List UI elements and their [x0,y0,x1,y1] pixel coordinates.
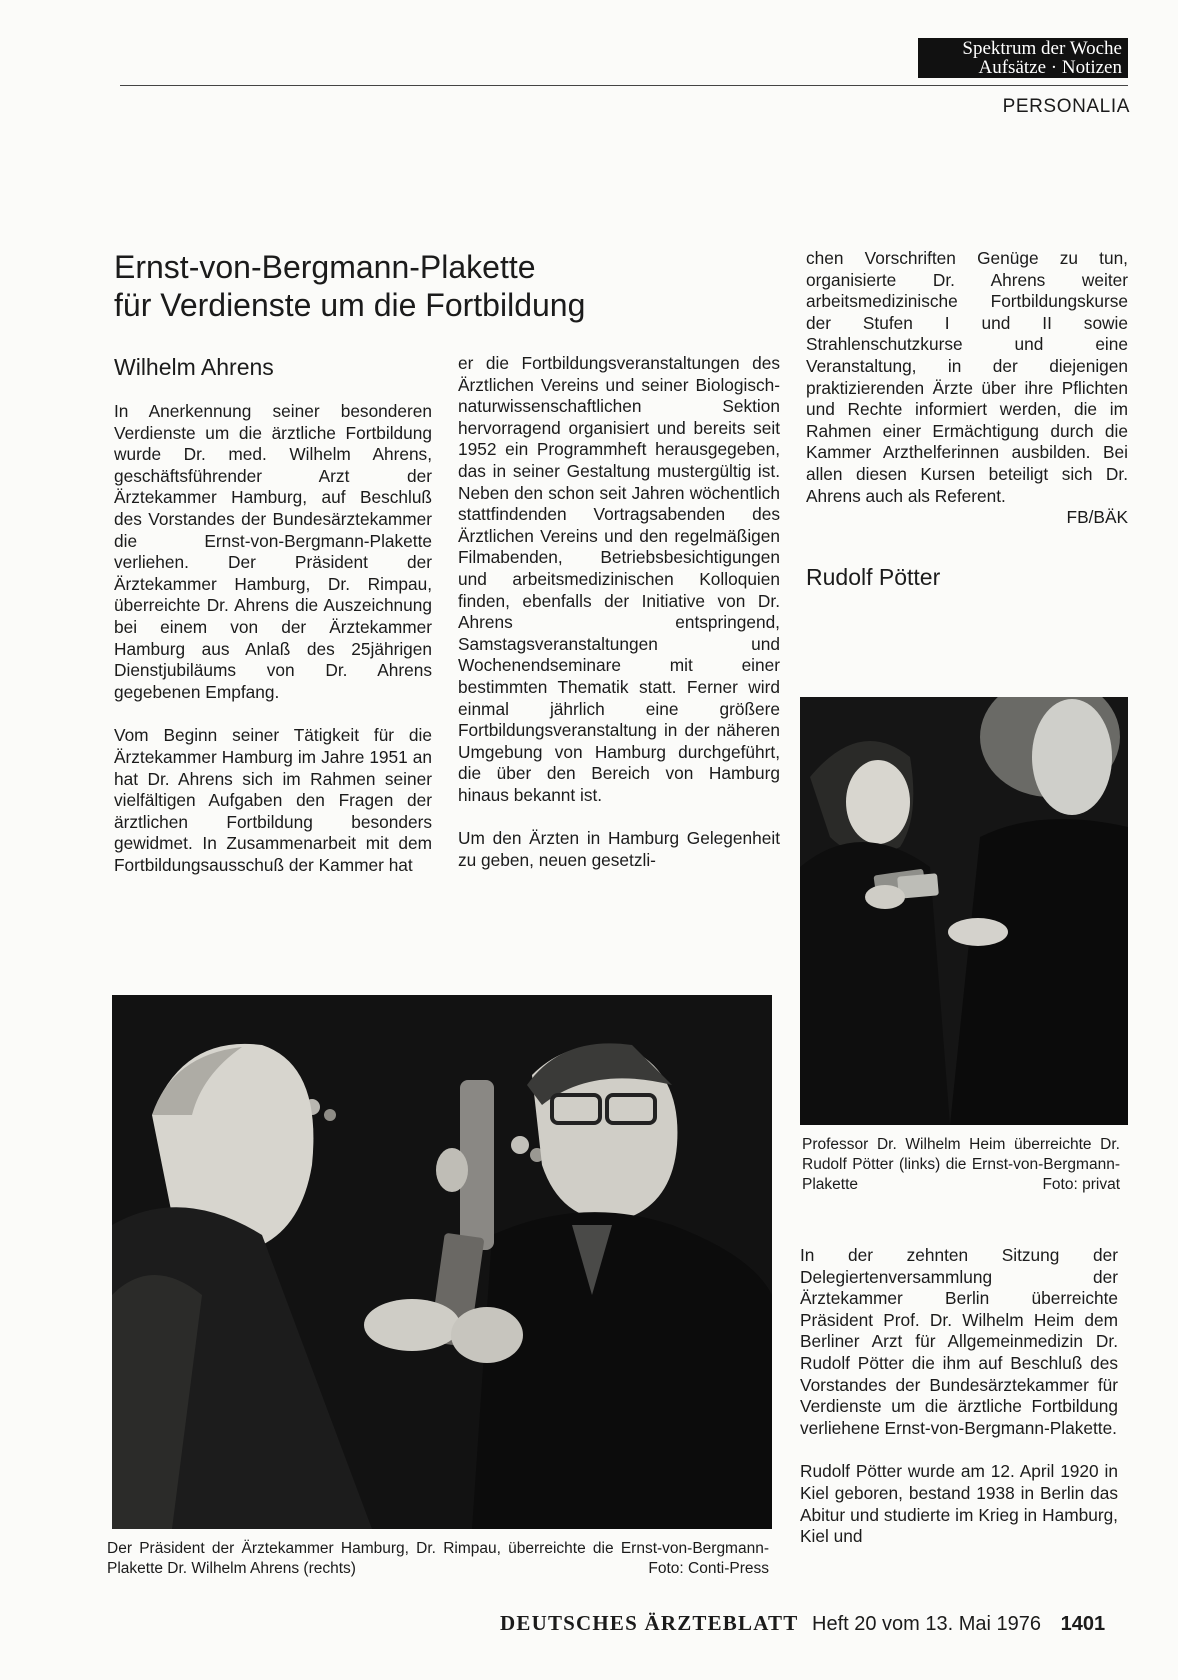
subheading-ahrens: Wilhelm Ahrens [114,354,274,380]
photo-caption-heim-poetter [802,1135,1120,1195]
paragraph: Vom Beginn seiner Tätigkeit für die Ärztekammer Hamburg im Jahre 1951 an hat Dr. Ahrens sich im Rahmen seiner vielfältigen Aufgaben den Fragen der ärztlichen Fortbildung besonders gewidmet. In Zusammenarbeit mit dem Fortbildungsausschuß der Kammer hat [114,725,432,875]
paragraph: chen Vorschriften Genüge zu tun, organisierte Dr. Ahrens weiter arbeitsmedizinische Fortbildungskurse der Stufen I und II sowie Strahlenschutzkurse und eine Veranstaltung, in der diejenigen praktizierenden Ärzte über ihre Pflichten und Rechte informiert werden, die im Rahmen einer Ermächtigung durch die Kammer Arzthelferinnen ausbilden. Bei allen diesen Kursen beteiligt sich Dr. Ahrens auch als Referent. [806,248,1128,506]
article-title-line-2: für Verdienste um die Fortbildung [114,287,586,323]
photo-caption-rimpau-ahrens [107,1539,769,1579]
photo-credit: Foto: Conti-Press [648,1560,769,1577]
caption-text: Der Präsident der Ärztekammer Hamburg, Dr. Rimpau, überreichte die Ernst-von-Bergmann-Plakette Dr. Wilhelm Ahrens (rechts) [107,1540,769,1577]
subheading-poetter: Rudolf Pötter [806,563,941,590]
header-rule [120,85,1128,86]
photo-credit: Foto: privat [1042,1176,1120,1193]
article-title-line-1: Ernst-von-Bergmann-Plakette [114,249,536,285]
text-column-1 [114,354,432,876]
paragraph: Um den Ärzten in Hamburg Gelegenheit zu geben, neuen gesetzli- [458,828,780,871]
paragraph: er die Fortbildungsveranstaltungen des Ärztlichen Vereins und seiner Biologisch-naturwissenschaftlichen Sektion hervorragend organisiert und bereits seit 1952 ein Programmheft herausgegeben, das in seiner Gestaltung mustergültig ist. Neben den schon seit Jahren wöchentlich stattfindenden Vortragsabenden des Ärztlichen Vereins und den regelmäßigen Filmabenden, Betriebsbesichtigungen und arbeitsmedizinischen Kolloquien finden, ebenfalls der Initiative von Dr. Ahrens entspringend, Samstagsveranstaltungen und Wochenendseminare mit einer bestimmten Thematik statt. Ferner wird einmal jährlich eine größere Fortbildungsveranstaltung in der näheren Umgebung von Hamburg durchgeführt, die über den Bereich von Hamburg hinaus bekannt ist. [458,353,780,805]
journal-name: DEUTSCHES ÄRZTEBLATT [500,1611,799,1635]
text-column-2 [458,353,780,872]
section-badge [918,38,1128,78]
paragraph: In der zehnten Sitzung der Delegiertenversammlung der Ärztekammer Berlin überreichte Präsident Prof. Dr. Wilhelm Heim dem Berliner Arzt für Allgemeinmedizin Dr. Rudolf Pötter die ihm auf Beschluß des Vorstandes der Bundesärztekammer für Verdienste um die ärztliche Fortbildung verliehene Ernst-von-Bergmann-Plakette. [800,1245,1118,1438]
photo-heim-poetter [800,697,1128,1125]
author-signature: FB/BÄK [1066,507,1128,528]
section-label: PERSONALIA [1002,96,1130,117]
page-footer [500,1611,1105,1636]
page-number: 1401 [1060,1613,1106,1635]
photo-rimpau-ahrens-image [112,995,772,1529]
photo-heim-poetter-image [800,697,1128,1125]
caption-text: Professor Dr. Wilhelm Heim überreichte Dr. Rudolf Pötter (links) die Ernst-von-Bergmann-Plakette [802,1136,1120,1193]
photo-rimpau-ahrens [112,995,772,1529]
issue-info: Heft 20 vom 13. Mai 1976 [812,1613,1042,1635]
article-title [114,248,585,324]
paragraph: Rudolf Pötter wurde am 12. April 1920 in Kiel geboren, bestand 1938 in Berlin das Abitur und studierte im Krieg in Hamburg, Kiel und [800,1461,1118,1547]
paragraph: In Anerkennung seiner besonderen Verdienste um die ärztliche Fortbildung wurde Dr. med. Wilhelm Ahrens, geschäftsführender Arzt der Ärztekammer Hamburg, auf Beschluß des Vorstandes der Bundesärztekammer die Ernst-von-Bergmann-Plakette verliehen. Der Präsident der Ärztekammer Hamburg, Dr. Rimpau, überreichte Dr. Ahrens die Auszeichnung bei einem von der Ärztekammer Hamburg aus Anlaß des 25jährigen Dienstjubiläums von Dr. Ahrens gegebenen Empfang. [114,401,432,702]
badge-line-2: Aufsätze · Notizen [978,57,1122,78]
text-column-3-lower [800,1245,1118,1548]
badge-line-1: Spektrum der Woche [962,38,1122,59]
text-column-3 [806,248,1128,591]
